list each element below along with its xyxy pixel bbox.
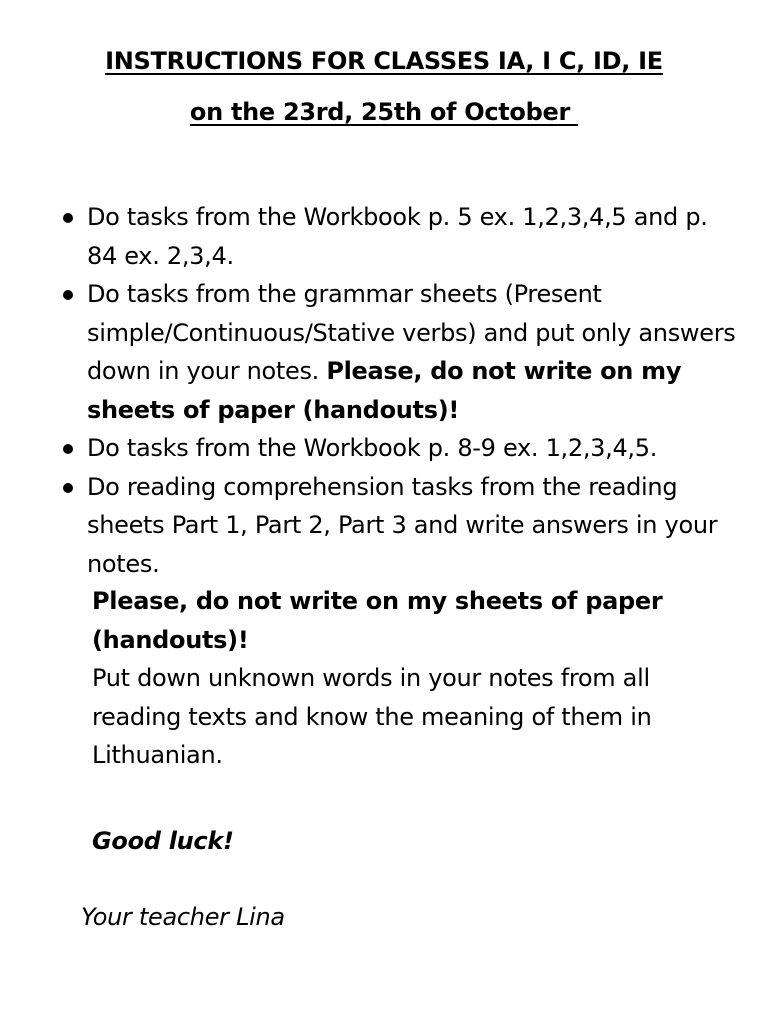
task-item	[56, 429, 736, 468]
task-bold-note: Please, do not write on my sheets of paper (handouts)!	[87, 357, 682, 424]
handouts-warning: Please, do not write on my sheets of paper (handouts)!	[92, 587, 663, 654]
bullet-icon	[63, 213, 73, 223]
task-list	[56, 198, 736, 583]
task-text: Do tasks from the grammar sheets (Present simple/Continuous/Stative verbs) and put only answers down in your notes.	[87, 280, 736, 385]
task-text: Do tasks from the Workbook p. 8-9 ex. 1,2,3,4,5.	[87, 434, 658, 462]
unknown-words-instruction: Put down unknown words in your notes from all reading texts and know the meaning of them in Lithuanian.	[92, 664, 652, 769]
bullet-icon	[63, 444, 73, 454]
task-text: Do reading comprehension tasks from the reading sheets Part 1, Part 2, Part 3 and write answers in your notes.	[87, 472, 718, 578]
task-item	[56, 468, 736, 584]
task-text: Do tasks from the Workbook p. 5 ex. 1,2,3,4,5 and p. 84 ex. 2,3,4.	[87, 203, 708, 270]
bullet-icon	[63, 483, 73, 493]
closing-good-luck: Good luck!	[92, 827, 234, 855]
task-item	[56, 275, 736, 429]
document-subtitle-date: on the 23rd, 25th of October	[189, 98, 579, 126]
bullet-icon	[63, 290, 73, 300]
document-title: INSTRUCTIONS FOR CLASSES IA, I C, ID, IE	[105, 47, 663, 75]
teacher-signature: Your teacher Lina	[81, 903, 285, 931]
task-item	[56, 198, 736, 275]
